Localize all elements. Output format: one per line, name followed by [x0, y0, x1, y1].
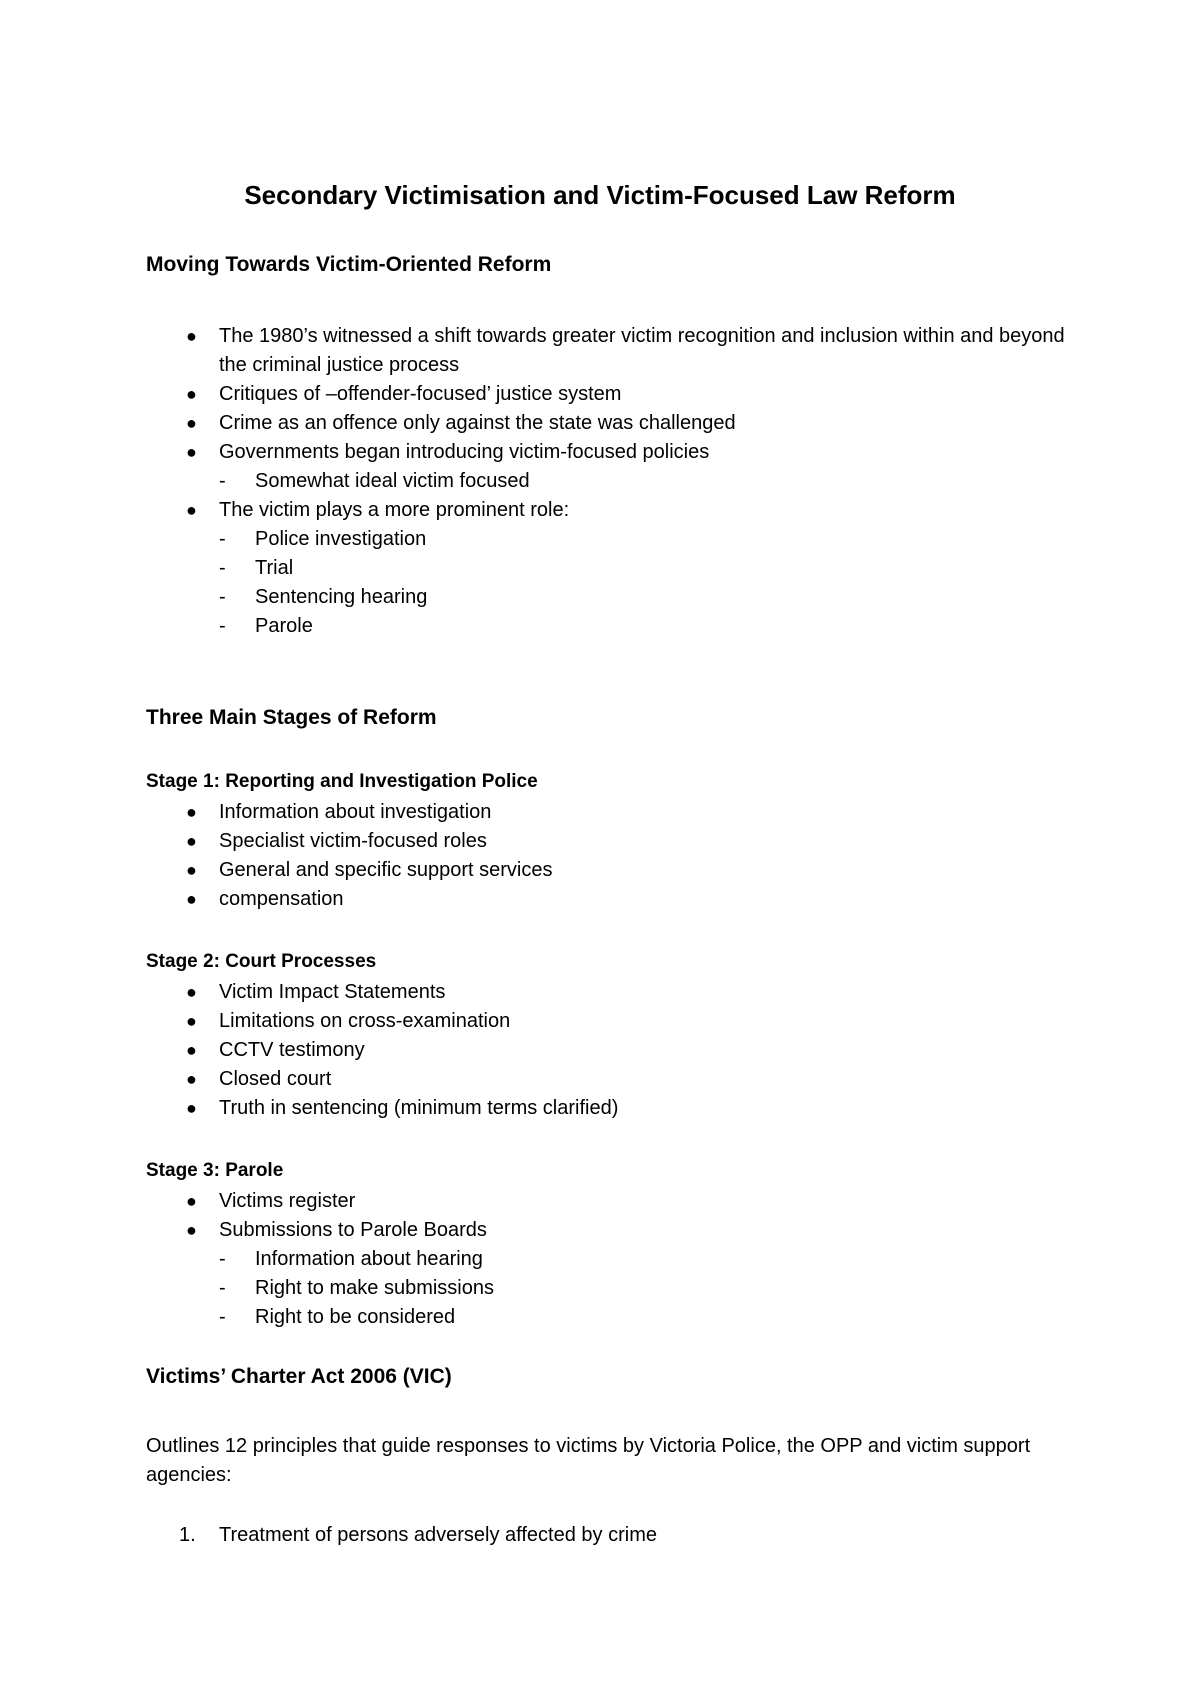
list-item-text: Critiques of –offender-focused’ justice system	[219, 383, 622, 405]
list-item-text: The victim plays a more prominent role:	[219, 499, 570, 521]
bullet-icon: ●	[186, 326, 197, 346]
sub-list	[219, 467, 1069, 496]
sub-list	[219, 1245, 1069, 1332]
sub-list	[219, 525, 1069, 641]
dash-marker: -	[219, 557, 226, 579]
sub-list-item	[219, 1245, 1069, 1274]
list-item	[186, 1187, 1069, 1216]
document-title: Secondary Victimisation and Victim-Focused Law Reform	[244, 180, 956, 210]
list-item-text: The 1980’s witnessed a shift towards greater victim recognition and inclusion within and beyond the criminal justice process	[219, 325, 1065, 376]
stage1-heading: Stage 1: Reporting and Investigation Police	[146, 771, 538, 792]
section-heading-victim-oriented-reform: Moving Towards Victim-Oriented Reform	[146, 253, 552, 276]
list-item	[186, 798, 1069, 827]
sub-list-item	[219, 612, 1069, 641]
list-item	[186, 1036, 1069, 1065]
bullet-icon: ●	[186, 860, 197, 880]
list-item-text: Closed court	[219, 1068, 332, 1090]
list-number: 1.	[179, 1524, 196, 1546]
dash-marker: -	[219, 586, 226, 608]
section1-bullet-list	[186, 322, 1069, 641]
dash-marker: -	[219, 1277, 226, 1299]
numbered-list-item-text: Treatment of persons adversely affected by crime	[219, 1524, 657, 1546]
sub-list-item	[219, 1274, 1069, 1303]
stage2-bullet-list	[186, 978, 1069, 1123]
numbered-list-item	[179, 1521, 1069, 1550]
dash-marker: -	[219, 1306, 226, 1328]
list-item	[186, 496, 1069, 641]
stage1-bullet-list	[186, 798, 1069, 914]
list-item-text: General and specific support services	[219, 859, 553, 881]
list-item	[186, 322, 1069, 380]
bullet-icon: ●	[186, 500, 197, 520]
bullet-icon: ●	[186, 1011, 197, 1031]
list-item-text: Specialist victim-focused roles	[219, 830, 487, 852]
bullet-icon: ●	[186, 831, 197, 851]
list-item	[186, 978, 1069, 1007]
list-item	[186, 1216, 1069, 1332]
bullet-icon: ●	[186, 1098, 197, 1118]
dash-marker: -	[219, 1248, 226, 1270]
list-item	[186, 1007, 1069, 1036]
bullet-icon: ●	[186, 384, 197, 404]
list-item-text: Victim Impact Statements	[219, 981, 446, 1003]
bullet-icon: ●	[186, 442, 197, 462]
list-item	[186, 409, 1069, 438]
list-item-text: compensation	[219, 888, 344, 910]
list-item-text: Victims register	[219, 1190, 356, 1212]
bullet-icon: ●	[186, 1220, 197, 1240]
bullet-icon: ●	[186, 1040, 197, 1060]
sub-list-item	[219, 554, 1069, 583]
sub-list-item-text: Trial	[255, 557, 294, 579]
list-item-text: CCTV testimony	[219, 1039, 365, 1061]
bullet-icon: ●	[186, 413, 197, 433]
sub-list-item-text: Sentencing hearing	[255, 586, 428, 608]
charter-numbered-list	[179, 1521, 1069, 1550]
section-heading-three-main-stages: Three Main Stages of Reform	[146, 706, 437, 729]
sub-list-item-text: Somewhat ideal victim focused	[255, 470, 530, 492]
bullet-icon: ●	[186, 1069, 197, 1089]
list-item-text: Information about investigation	[219, 801, 492, 823]
dash-marker: -	[219, 470, 226, 492]
list-item-text: Crime as an offence only against the state was challenged	[219, 412, 736, 434]
sub-list-item-text: Police investigation	[255, 528, 427, 550]
sub-list-item	[219, 525, 1069, 554]
list-item	[186, 856, 1069, 885]
bullet-icon: ●	[186, 802, 197, 822]
list-item-text: Submissions to Parole Boards	[219, 1219, 487, 1241]
section-heading-victims-charter: Victims’ Charter Act 2006 (VIC)	[146, 1365, 452, 1388]
sub-list-item	[219, 583, 1069, 612]
sub-list-item-text: Right to make submissions	[255, 1277, 494, 1299]
list-item	[186, 380, 1069, 409]
list-item	[186, 438, 1069, 496]
list-item	[186, 1065, 1069, 1094]
sub-list-item	[219, 467, 1069, 496]
bullet-icon: ●	[186, 889, 197, 909]
bullet-icon: ●	[186, 1191, 197, 1211]
stage3-bullet-list	[186, 1187, 1069, 1332]
stage3-heading: Stage 3: Parole	[146, 1160, 284, 1181]
list-item	[186, 1094, 1069, 1123]
sub-list-item-text: Information about hearing	[255, 1248, 483, 1270]
list-item	[186, 885, 1069, 914]
dash-marker: -	[219, 615, 226, 637]
bullet-icon: ●	[186, 982, 197, 1002]
sub-list-item	[219, 1303, 1069, 1332]
list-item	[186, 827, 1069, 856]
victims-charter-intro: Outlines 12 principles that guide responses to victims by Victoria Police, the OPP and victim support agencies:	[146, 1435, 1031, 1486]
sub-list-item-text: Parole	[255, 615, 313, 637]
stage2-heading: Stage 2: Court Processes	[146, 951, 377, 972]
list-item-text: Limitations on cross-examination	[219, 1010, 511, 1032]
list-item-text: Governments began introducing victim-focused policies	[219, 441, 710, 463]
dash-marker: -	[219, 528, 226, 550]
list-item-text: Truth in sentencing (minimum terms clarified)	[219, 1097, 619, 1119]
sub-list-item-text: Right to be considered	[255, 1306, 456, 1328]
